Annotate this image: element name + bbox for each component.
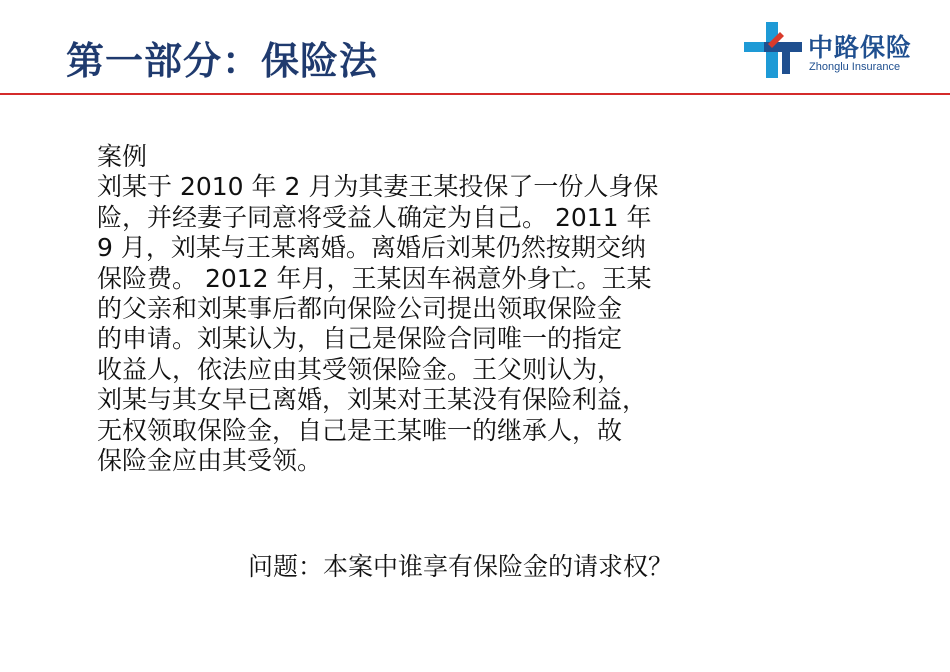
case-line: 收益人，依法应由其受领保险金。王父则认为，	[97, 354, 623, 384]
case-line: 刘某于 2010 年 2 月为其妻王某投保了一份人身保	[97, 172, 659, 202]
case-line: 9 月，刘某与王某离婚。离婚后刘某仍然按期交纳	[97, 233, 646, 263]
case-heading: 案例	[97, 142, 148, 171]
page-title: 第一部分：保险法	[66, 39, 379, 83]
case-line: 无权领取保险金，自己是王某唯一的继承人，故	[97, 415, 623, 445]
case-line: 的申请。刘某认为，自己是保险合同唯一的指定	[97, 324, 623, 354]
case-text-block	[97, 142, 797, 476]
case-line: 刘某与其女早已离婚，刘某对王某没有保险利益，	[97, 385, 648, 415]
case-line: 保险费。 2012 年月，王某因车祸意外身亡。王某	[97, 263, 652, 293]
case-question: 问题：本案中谁享有保险金的请求权？	[248, 552, 674, 581]
company-logo	[744, 22, 940, 78]
slide-header	[0, 0, 950, 96]
header-divider	[0, 93, 950, 95]
logo-english-name: Zhonglu Insurance	[809, 61, 901, 73]
logo-chinese-name: 中路保险	[808, 33, 913, 62]
case-line: 险，并经妻子同意将受益人确定为自己。 2011 年	[97, 202, 652, 232]
case-line: 保险金应由其受领。	[97, 446, 323, 476]
case-line: 的父亲和刘某事后都向保险公司提出领取保险金	[97, 294, 623, 324]
logo-cross-icon	[744, 22, 804, 78]
